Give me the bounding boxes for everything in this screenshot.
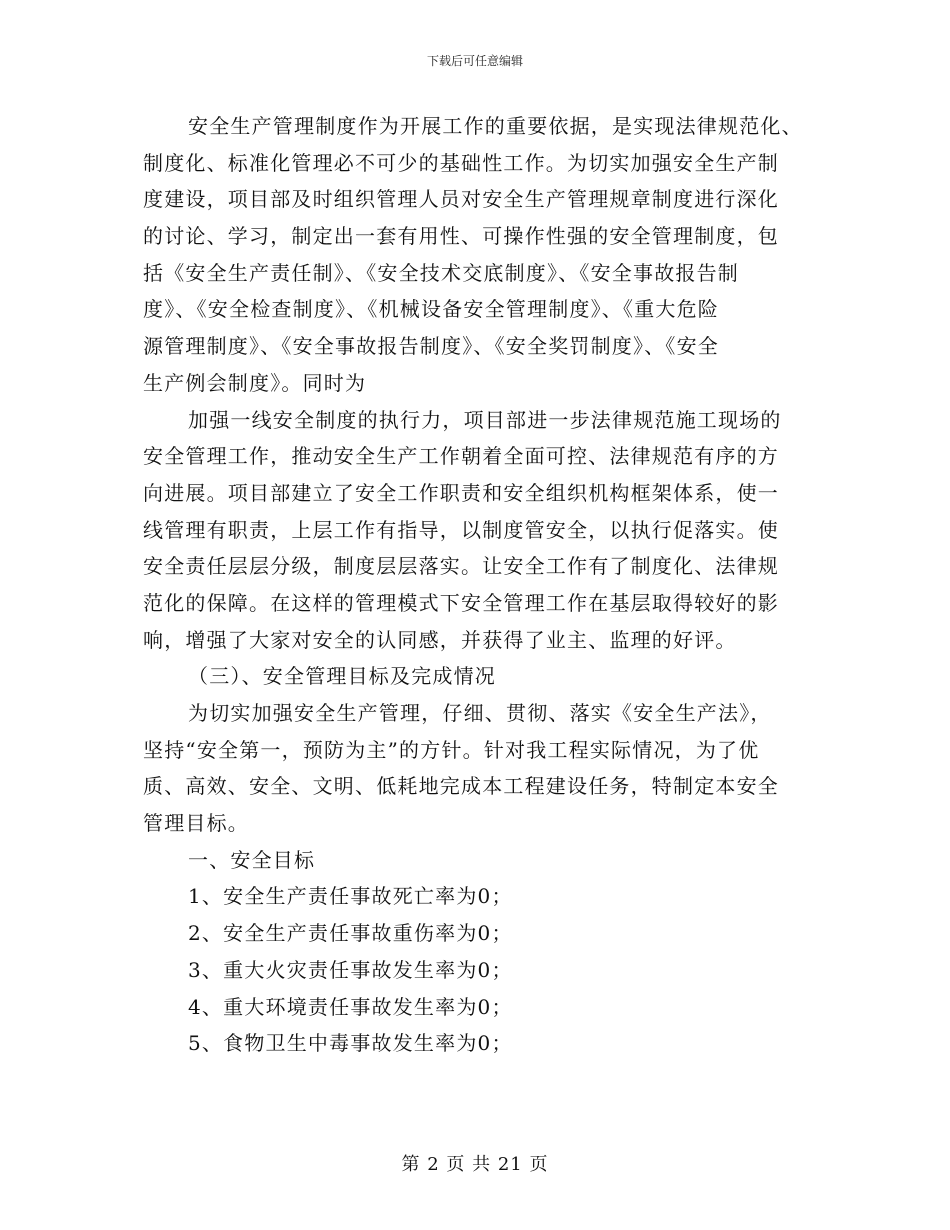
paragraph-line: 加强一线安全制度的执行力，项目部进一步法律规范施工现场的 bbox=[188, 407, 782, 432]
list-item: 4、重大环境责任事故发生率为0； bbox=[188, 994, 513, 1019]
paragraph-line: 质、高效、安全、文明、低耗地完成本工程建设任务，特制定本安全 bbox=[143, 774, 779, 799]
paragraph-line: 源管理制度》、《安全事故报告制度》、《安全奖罚制度》、《安全 bbox=[143, 334, 719, 359]
paragraph-line: 安全生产管理制度作为开展工作的重要依据，是实现法律规范化、 bbox=[188, 114, 803, 138]
paragraph-line: 度建设，项目部及时组织管理人员对安全生产管理规章制度进行深化 bbox=[143, 187, 779, 212]
page-number-footer: 第 2 页 共 21 页 bbox=[401, 1154, 549, 1175]
paragraph-line: 向进展。项目部建立了安全工作职责和安全组织机构框架体系，使一 bbox=[143, 480, 779, 505]
list-item: 3、重大火灾责任事故发生率为0； bbox=[188, 957, 513, 982]
paragraph-line: 的讨论、学习，制定出一套有用性、可操作性强的安全管理制度，包 bbox=[143, 224, 779, 249]
section-heading: （三）、安全管理目标及完成情况 bbox=[188, 664, 496, 689]
paragraph-line: 管理目标。 bbox=[143, 811, 249, 836]
paragraph-line: 安全管理工作，推动安全生产工作朝着全面可控、法律规范有序的方 bbox=[143, 444, 779, 469]
paragraph-line: 范化的保障。在这样的管理模式下安全管理工作在基层取得较好的影 bbox=[143, 590, 779, 615]
paragraph-line: 响，增强了大家对安全的认同感，并获得了业主、监理的好评。 bbox=[143, 627, 737, 652]
list-item: 1、安全生产责任事故死亡率为0； bbox=[188, 884, 513, 909]
subsection-heading: 一、安全目标 bbox=[188, 847, 316, 872]
list-item: 2、安全生产责任事故重伤率为0； bbox=[188, 921, 513, 946]
paragraph-line: 安全责任层层分级，制度层层落实。让安全工作有了制度化、法律规 bbox=[143, 554, 779, 579]
paragraph-line: 坚持“安全第一，预防为主”的方针。针对我工程实际情况，为了优 bbox=[143, 737, 760, 762]
page-header: 下载后可任意编辑 bbox=[426, 54, 523, 68]
paragraph-line: 线管理有职责，上层工作有指导，以制度管安全，以执行促落实。使 bbox=[143, 517, 779, 542]
paragraph-line: 为切实加强安全生产管理，仔细、贯彻、落实《安全生产法》， bbox=[188, 701, 772, 725]
paragraph-line: 括《安全生产责任制》、《安全技术交底制度》、《安全事故报告制 bbox=[143, 260, 739, 285]
paragraph-line: 度》、《安全检查制度》、《机械设备安全管理制度》、《重大危险 bbox=[143, 297, 719, 322]
paragraph-line: 制度化、标准化管理必不可少的基础性工作。为切实加强安全生产制 bbox=[143, 150, 779, 175]
list-item: 5、食物卫生中毒事故发生率为0； bbox=[188, 1031, 513, 1056]
document-body bbox=[143, 108, 803, 1062]
paragraph-line: 生产例会制度》。同时为 bbox=[143, 370, 367, 395]
